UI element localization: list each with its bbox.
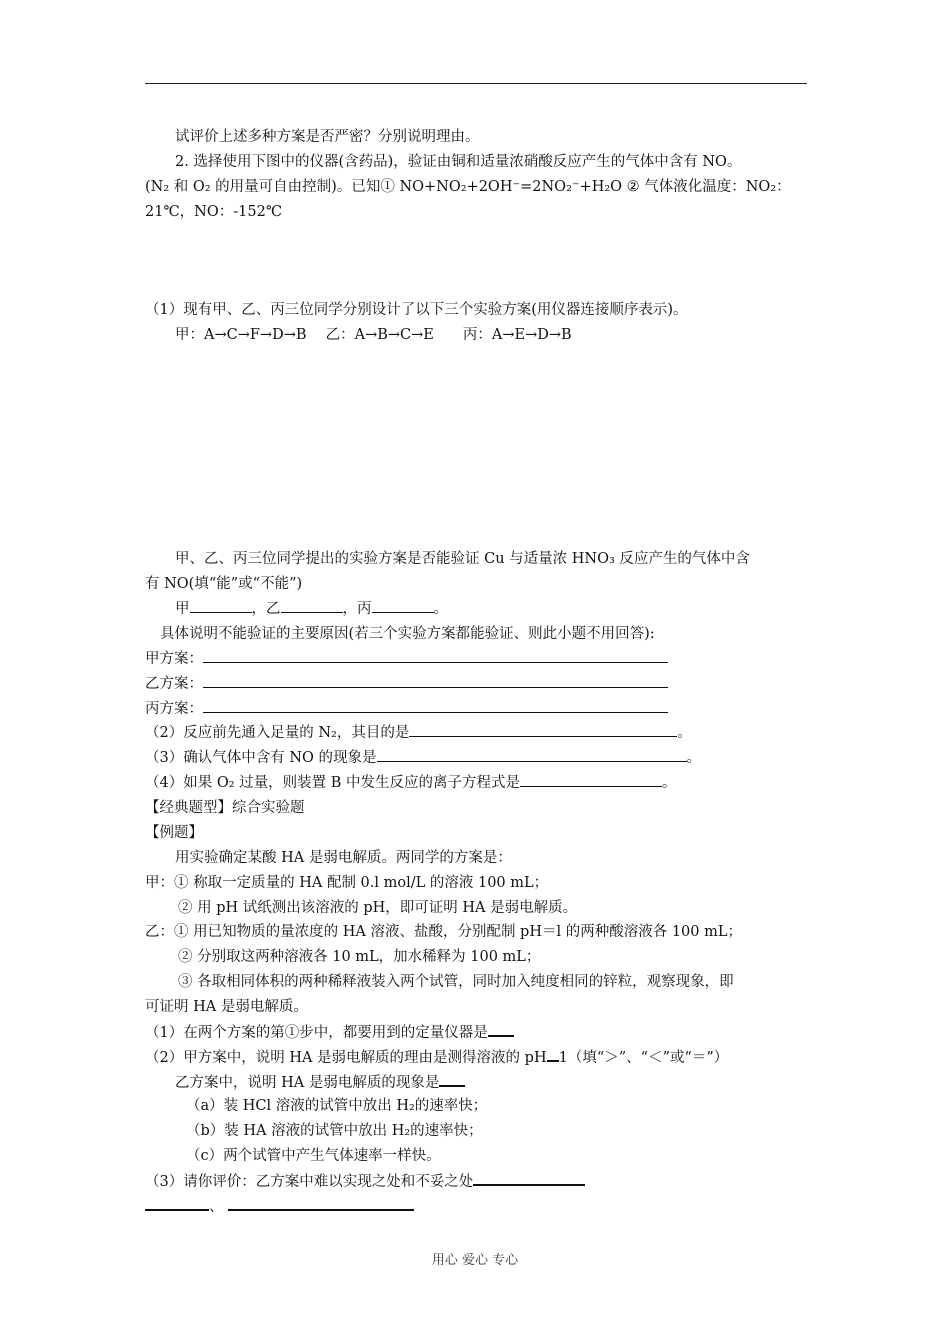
text-line: ③ 各取相同体积的两种稀释液装入两个试管，同时加入纯度相同的锌粒，观察现象，即: [178, 974, 734, 990]
example-heading: 【例题】: [145, 825, 203, 841]
plan-bing-answer: [145, 699, 668, 719]
answer-blank[interactable]: [228, 1196, 414, 1211]
answer-blank[interactable]: [439, 1072, 465, 1087]
label: 。: [677, 725, 692, 741]
label: （3）确认气体中含有 NO 的现象是: [145, 750, 377, 766]
answer-blank[interactable]: [145, 1196, 209, 1211]
answer-row-abc: [175, 599, 448, 619]
example-q3: [145, 1171, 585, 1192]
label: 乙方案中，说明 HA 是弱电解质的现象是: [175, 1075, 440, 1091]
example-q2-b: [175, 1072, 465, 1093]
answer-blank[interactable]: [203, 649, 668, 663]
answer-blank[interactable]: [203, 699, 668, 713]
text-line: 21℃，NO：-152℃: [145, 204, 283, 220]
answer-blank[interactable]: [488, 1022, 514, 1037]
text-line: 甲：① 称取一定质量的 HA 配制 0.l mol/L 的溶液 100 mL；: [145, 875, 549, 891]
label: 1（填“＞”、“＜”或“＝”）: [558, 1050, 729, 1066]
header-rule: [145, 83, 807, 84]
text-line: 试评价上述多种方案是否严密？分别说明理由。: [175, 129, 480, 145]
example-q1: [145, 1022, 514, 1043]
separator: 、: [209, 1199, 224, 1215]
answer-blank[interactable]: [377, 748, 687, 762]
label: 甲方案：: [145, 651, 203, 667]
answer-blank[interactable]: [547, 1047, 559, 1062]
label: ，丙: [342, 601, 372, 617]
label: （2）甲方案中，说明 HA 是弱电解质的理由是测得溶液的 pH: [145, 1050, 547, 1066]
answer-blank[interactable]: [203, 674, 668, 688]
label: （1）在两个方案的第①步中，都要用到的定量仪器是: [145, 1025, 488, 1041]
sub-question-2: [145, 723, 692, 743]
example-q3-b: [145, 1196, 414, 1217]
label: 。: [433, 601, 448, 617]
section-heading: 【经典题型】综合实验题: [145, 800, 305, 816]
sub-question-3: [145, 748, 701, 768]
label: 甲: [175, 601, 190, 617]
label: 丙方案：: [145, 701, 203, 717]
answer-blank[interactable]: [190, 599, 252, 613]
text-line: 用实验确定某酸 HA 是弱电解质。两同学的方案是：: [175, 850, 512, 866]
text-line: 乙：① 用已知物质的量浓度的 HA 溶液、盐酸，分别配制 pH＝l 的两种酸溶液各 100 mL；: [145, 924, 742, 940]
text-line: 具体说明不能验证的主要原因(若三个实验方案都能验证、则此小题不用回答):: [160, 626, 655, 642]
page-footer: 用心 爱心 专心: [431, 1253, 519, 1268]
plan-sequences: 甲：A→C→F→D→B 乙：A→B→C→E 丙：A→E→D→B: [175, 327, 572, 343]
plan-jia-answer: [145, 649, 668, 669]
text-line: 有 NO(填“能”或“不能”): [145, 576, 303, 592]
sub-question-4: [145, 773, 677, 793]
label: （3）请你评价：乙方案中难以实现之处和不妥之处: [145, 1174, 474, 1190]
label: （2）反应前先通入足量的 N₂，其目的是: [145, 725, 410, 741]
sub-question-1: （1）现有甲、乙、丙三位同学分别设计了以下三个实验方案(用仪器连接顺序表示)。: [145, 302, 688, 318]
option-c: （c）两个试管中产生气体速率一样快。: [186, 1148, 441, 1164]
label: 。: [662, 775, 677, 791]
label: （4）如果 O₂ 过量，则装置 B 中发生反应的离子方程式是: [145, 775, 521, 791]
answer-blank[interactable]: [281, 599, 343, 613]
text-line: 甲、乙、丙三位同学提出的实验方案是否能验证 Cu 与适量浓 HNO₃ 反应产生的气体中含: [175, 551, 750, 567]
text-line: ② 分别取这两种溶液各 10 mL，加水稀释为 100 mL；: [178, 949, 541, 965]
plan-yi-answer: [145, 674, 668, 694]
question-2-intro: 2. 选择使用下图中的仪器(含药品)，验证由铜和适量浓硝酸反应产生的气体中含有 NO。: [175, 154, 742, 170]
text-line: (N₂ 和 O₂ 的用量可自由控制)。已知① NO+NO₂+2OH⁻=2NO₂⁻+H₂O ② 气体液化温度：NO₂：: [145, 179, 791, 195]
option-a: （a）装 HCl 溶液的试管中放出 H₂的速率快；: [186, 1098, 488, 1114]
answer-blank[interactable]: [409, 723, 677, 737]
label: ，乙: [251, 601, 281, 617]
option-b: （b）装 HA 溶液的试管中放出 H₂的速率快；: [186, 1123, 483, 1139]
answer-blank[interactable]: [372, 599, 434, 613]
text-line: 可证明 HA 是弱电解质。: [145, 999, 308, 1015]
label: 。: [686, 750, 702, 766]
text-line: ② 用 pH 试纸测出该溶液的 pH，即可证明 HA 是弱电解质。: [178, 900, 578, 916]
answer-blank[interactable]: [520, 773, 662, 787]
example-q2: [145, 1047, 728, 1068]
label: 乙方案：: [145, 676, 203, 692]
answer-blank[interactable]: [473, 1171, 585, 1186]
